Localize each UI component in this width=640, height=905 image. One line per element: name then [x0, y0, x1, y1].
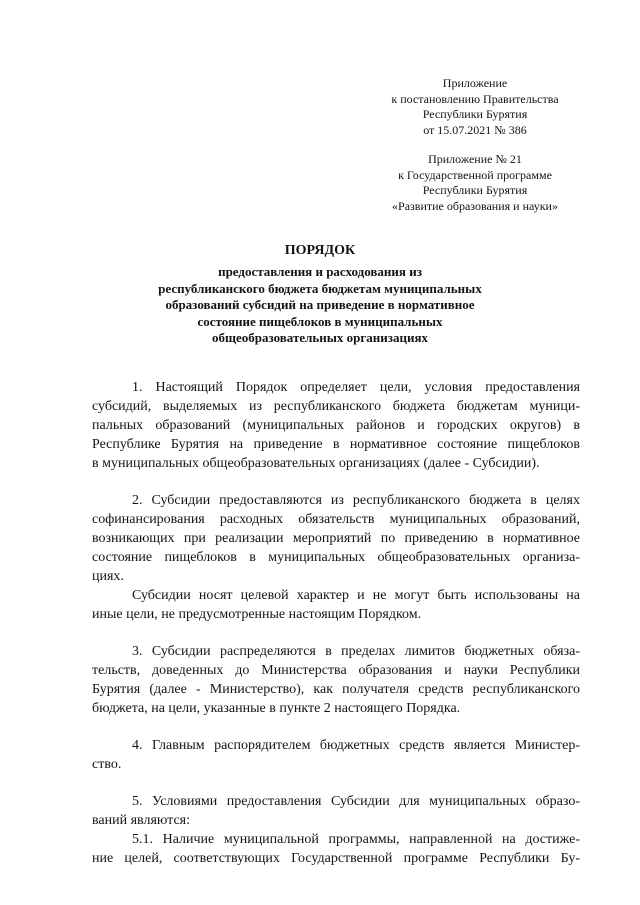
paragraph-line: тельств, доведенных до Министерства образования и науки Республики [92, 663, 580, 678]
paragraph-line: возникающих при реализации мероприятий по приведению в нормативное [92, 531, 580, 546]
paragraph-line: 1. Настоящий Порядок определяет цели, условия предоставления [132, 380, 580, 395]
paragraph-line: 2. Субсидии предоставляются из республиканского бюджета в целях [132, 493, 580, 508]
paragraph-1 [92, 378, 580, 473]
appendix-line: Республики Бурятия [422, 107, 528, 121]
appendix-line: от 15.07.2021 № 386 [423, 122, 527, 137]
paragraph-3 [92, 642, 580, 718]
paragraph-line: субсидий, выделяемых из республиканского бюджета бюджетам муници- [92, 399, 580, 414]
appendix-line: к Государственной программе [398, 167, 552, 182]
appendix-line: Приложение [442, 76, 508, 90]
paragraph-line: Республике Бурятия на приведение в нормативное состояние пищеблоков [92, 437, 580, 452]
appendix-line: «Развитие образования и науки» [392, 198, 558, 213]
paragraph-line: 3. Субсидии распределяются в пределах лимитов бюджетных обяза- [132, 644, 580, 659]
paragraph-line: софинансирования расходных обязательств муниципальных образований, [92, 512, 580, 527]
paragraph-line: иные цели, не предусмотренные настоящим Порядком. [92, 607, 422, 622]
appendix-line: Республики Бурятия [422, 183, 528, 197]
subtitle-line: республиканского бюджета бюджетам муниципальных [158, 280, 482, 296]
paragraph-2 [92, 491, 580, 586]
paragraph-line: ваний являются: [92, 813, 191, 828]
paragraph-line: в муниципальных общеобразовательных организациях (далее - Субсидии). [92, 456, 540, 471]
subtitle-line: общеобразовательных организациях [211, 330, 429, 345]
paragraph-line: бюджета, на цели, указанные в пункте 2 настоящего Порядка. [92, 701, 461, 716]
subtitle-line: образований субсидий на приведение в нормативное [165, 297, 475, 312]
paragraph-line: Субсидии носят целевой характер и не могут быть использованы на [132, 588, 580, 603]
appendix-header-state-program [370, 152, 580, 214]
document-body [92, 378, 580, 868]
paragraph-line: циях. [92, 569, 124, 584]
paragraph-2-continued [92, 586, 580, 624]
paragraph-line: 5.1. Наличие муниципальной программы, направленной на достиже- [132, 832, 580, 847]
document-title: ПОРЯДОК [284, 243, 356, 258]
paragraph-5-1 [92, 830, 580, 868]
subtitle-line: состояние пищеблоков в муниципальных [197, 313, 443, 329]
paragraph-line: ние целей, соответствующих Государственной программе Республики Бу- [92, 851, 580, 866]
paragraph-line: Бурятия (далее - Министерство), как получателя средств республиканского [92, 682, 580, 697]
paragraph-5 [92, 792, 580, 830]
appendix-header-government-decree [370, 76, 580, 138]
document-subtitle [100, 264, 540, 347]
paragraph-line: пальных образований (муниципальных районов и городских округов) в [92, 418, 580, 433]
appendix-line: Приложение № 21 [428, 152, 522, 166]
paragraph-line: 4. Главным распорядителем бюджетных средств является Министер- [132, 738, 580, 753]
paragraph-line: ство. [92, 757, 122, 772]
paragraph-line: состояние пищеблоков в муниципальных общеобразовательных организа- [92, 550, 580, 565]
paragraph-4 [92, 736, 580, 774]
appendix-line: к постановлению Правительства [391, 91, 559, 106]
paragraph-line: 5. Условиями предоставления Субсидии для муниципальных образо- [132, 794, 580, 809]
subtitle-line: предоставления и расходования из [218, 264, 422, 279]
